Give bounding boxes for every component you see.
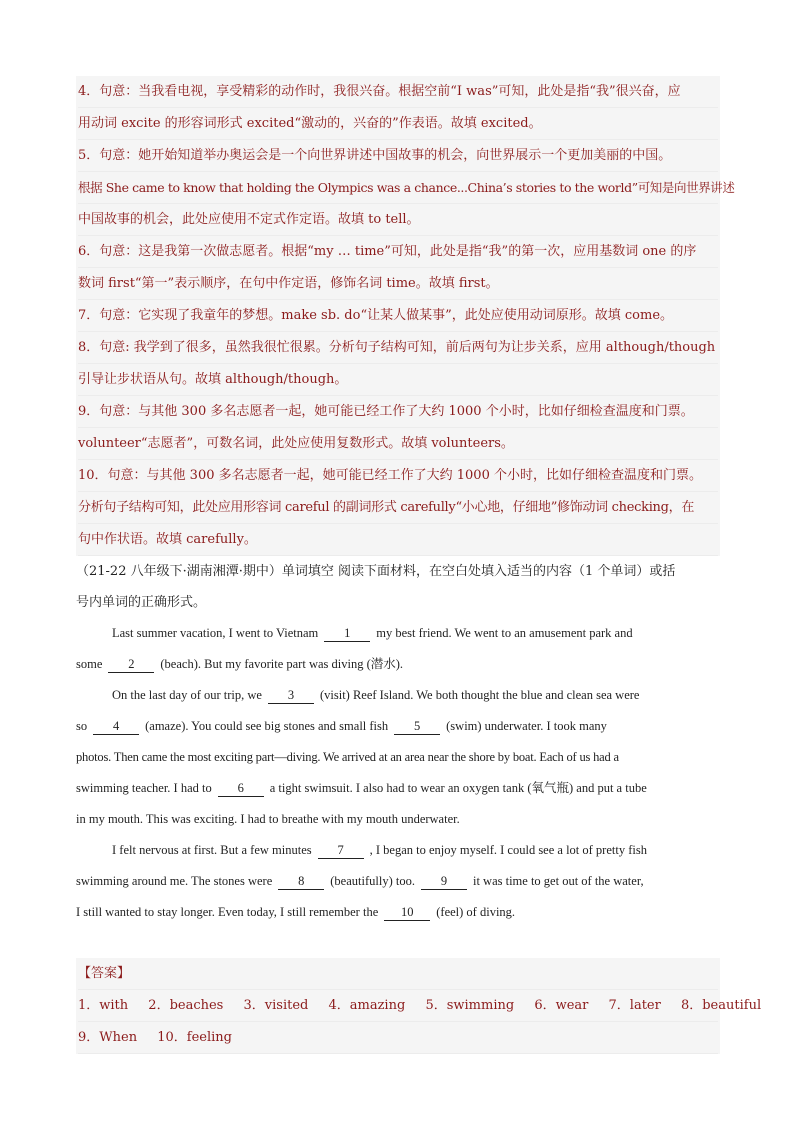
passage-text: (visit) Reef Island. We both thought the blue and clean sea were	[319, 688, 640, 702]
answer-row	[78, 1022, 718, 1054]
explanation-line: 10．句意：与其他 300 多名志愿者一起，她可能已经工作了大约 1000 个小时，比如仔细检查温度和门票。	[78, 460, 718, 492]
passage-text: (swim) underwater. I took many	[446, 719, 607, 733]
passage-text: On the last day of our trip, we	[112, 688, 262, 702]
answer-item: 2．beaches	[148, 998, 224, 1013]
reading-passage	[76, 618, 720, 928]
passage-line: photos. Then came the most exciting part—diving. We arrived at an area near the shore by boat. Each of us had a	[76, 750, 619, 764]
passage-text: it was time to get out of the water,	[472, 874, 644, 888]
explanation-line: volunteer“志愿者”，可数名词，此处应使用复数形式。故填 volunteers。	[78, 428, 718, 460]
passage-text: (amaze). You could see big stones and small fish	[145, 719, 389, 733]
blank-1: 1	[324, 625, 370, 642]
page	[76, 76, 762, 1054]
blank-10: 10	[384, 904, 430, 921]
blank-5: 5	[394, 718, 440, 735]
passage-line	[76, 897, 720, 928]
passage-text: so	[76, 719, 88, 733]
blank-9: 9	[421, 873, 467, 890]
explanation-line: 8．句意: 我学到了很多，虽然我很忙很累。分析句子结构可知，前后两句为让步关系，应用 although/though	[78, 332, 718, 364]
explanation-line: 中国故事的机会，此处应使用不定式作定语。故填 to tell。	[78, 204, 718, 236]
blank-8: 8	[278, 873, 324, 890]
explanation-line: 数词 first“第一”表示顺序，在句中作定语，修饰名词 time。故填 first。	[78, 268, 718, 300]
answer-item: 5．swimming	[425, 998, 515, 1013]
intro-line: 号内单词的正确形式。	[76, 595, 207, 610]
answer-item: 6．wear	[534, 998, 589, 1013]
passage-text: (feel) of diving.	[436, 905, 516, 919]
passage-text: (beach). But my favorite part was diving (潜水).	[160, 657, 404, 671]
explanation-line: 根据 She came to know that holding the Olympics was a chance...China’s stories to the world”可知是向世界讲述	[78, 172, 718, 204]
passage-line: in my mouth. This was exciting. I had to breathe with my mouth underwater.	[76, 812, 460, 826]
passage-text: swimming around me. The stones were	[76, 874, 273, 888]
passage-text: some	[76, 657, 103, 671]
intro-line: （21-22 八年级下·湖南湘潭·期中）单词填空 阅读下面材料，在空白处填入适当的内容（1 个单词）或括	[76, 564, 676, 579]
answer-item: 4．amazing	[328, 998, 406, 1013]
question-intro	[76, 556, 720, 618]
answer-header: 【答案】	[78, 958, 718, 990]
passage-line	[76, 866, 720, 897]
passage-line	[76, 711, 720, 742]
passage-text: my best friend. We went to an amusement park and	[376, 626, 633, 640]
blank-4: 4	[93, 718, 139, 735]
explanation-line: 引导让步状语从句。故填 although/though。	[78, 364, 718, 396]
answer-block	[76, 958, 762, 1054]
explanation-line: 分析句子结构可知，此处应用形容词 careful 的副词形式 carefully“小心地，仔细地”修饰动词 checking，在	[78, 492, 718, 524]
passage-line	[76, 649, 720, 680]
passage-text: Last summer vacation, I went to Vietnam	[112, 626, 319, 640]
passage-text: swimming teacher. I had to	[76, 781, 212, 795]
blank-6: 6	[218, 780, 264, 797]
blank-2: 2	[108, 656, 154, 673]
explanation-line: 用动词 excite 的形容词形式 excited“激动的，兴奋的”作表语。故填 excited。	[78, 108, 718, 140]
answer-item: 1．with	[78, 998, 129, 1013]
passage-text: I felt nervous at first. But a few minutes	[112, 843, 312, 857]
passage-line	[76, 835, 720, 866]
explanation-line: 句中作状语。故填 carefully。	[78, 524, 718, 556]
blank-7: 7	[318, 842, 364, 859]
passage-line	[76, 773, 720, 804]
answer-row	[78, 990, 762, 1022]
explanation-line: 9．句意：与其他 300 多名志愿者一起，她可能已经工作了大约 1000 个小时，比如仔细检查温度和门票。	[78, 396, 718, 428]
passage-text: , I began to enjoy myself. I could see a lot of pretty fish	[369, 843, 647, 857]
passage-line	[76, 680, 720, 711]
explanation-block	[76, 76, 735, 556]
answer-item: 7．later	[608, 998, 661, 1013]
passage-text: a tight swimsuit. I also had to wear an oxygen tank (氧气瓶) and put a tube	[269, 781, 647, 795]
explanation-line: 5．句意：她开始知道举办奥运会是一个向世界讲述中国故事的机会，向世界展示一个更加美丽的中国。	[78, 140, 718, 172]
explanation-line: 7．句意：它实现了我童年的梦想。make sb. do“让某人做某事”，此处应使用动词原形。故填 come。	[78, 300, 718, 332]
answer-item: 8．beautiful	[680, 998, 762, 1013]
answer-item: 3．visited	[243, 998, 309, 1013]
explanation-line: 6．句意：这是我第一次做志愿者。根据“my … time”可知，此处是指“我”的第一次，应用基数词 one 的序	[78, 236, 718, 268]
passage-text: (beautifully) too.	[330, 874, 415, 888]
blank-3: 3	[268, 687, 314, 704]
answer-item: 9．When	[78, 1030, 138, 1045]
answer-item: 10．feeling	[157, 1030, 232, 1045]
passage-line	[76, 618, 720, 649]
passage-text: I still wanted to stay longer. Even today, I still remember the	[76, 905, 379, 919]
explanation-line: 4．句意：当我看电视，享受精彩的动作时，我很兴奋。根据空前“I was”可知，此处是指“我”很兴奋，应	[78, 76, 718, 108]
